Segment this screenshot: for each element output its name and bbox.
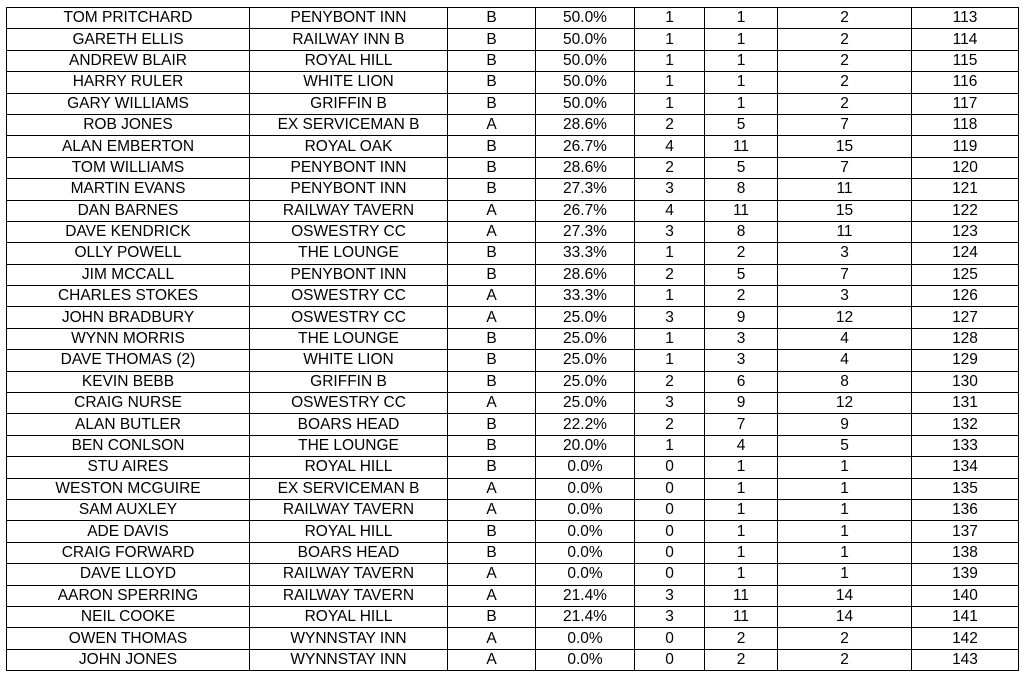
cell-position: 116 <box>912 72 1019 93</box>
cell-player: KEVIN BEBB <box>7 371 250 392</box>
cell-team: PENYBONT INN <box>250 8 448 29</box>
cell-player: OLLY POWELL <box>7 243 250 264</box>
cell-division: B <box>448 136 536 157</box>
cell-win-pct: 0.0% <box>536 457 635 478</box>
cell-team: GRIFFIN B <box>250 371 448 392</box>
cell-won: 4 <box>635 200 705 221</box>
table-row <box>7 8 1019 29</box>
cell-win-pct: 50.0% <box>536 29 635 50</box>
cell-win-pct: 20.0% <box>536 435 635 456</box>
cell-won: 0 <box>635 521 705 542</box>
cell-won: 0 <box>635 649 705 670</box>
cell-played: 2 <box>778 50 912 71</box>
cell-division: B <box>448 243 536 264</box>
cell-team: RAILWAY TAVERN <box>250 200 448 221</box>
cell-played: 2 <box>778 93 912 114</box>
cell-team: WYNNSTAY INN <box>250 649 448 670</box>
cell-win-pct: 25.0% <box>536 371 635 392</box>
cell-lost: 1 <box>705 29 778 50</box>
cell-played: 1 <box>778 457 912 478</box>
cell-won: 0 <box>635 564 705 585</box>
cell-won: 2 <box>635 157 705 178</box>
cell-won: 2 <box>635 371 705 392</box>
cell-played: 8 <box>778 371 912 392</box>
table-row <box>7 243 1019 264</box>
table-row <box>7 457 1019 478</box>
cell-played: 9 <box>778 414 912 435</box>
cell-played: 14 <box>778 606 912 627</box>
cell-win-pct: 25.0% <box>536 307 635 328</box>
cell-player: MARTIN EVANS <box>7 179 250 200</box>
cell-player: JIM MCCALL <box>7 264 250 285</box>
cell-lost: 1 <box>705 478 778 499</box>
cell-position: 114 <box>912 29 1019 50</box>
cell-played: 2 <box>778 29 912 50</box>
table-row <box>7 286 1019 307</box>
cell-lost: 1 <box>705 564 778 585</box>
cell-position: 136 <box>912 499 1019 520</box>
cell-win-pct: 50.0% <box>536 93 635 114</box>
cell-win-pct: 22.2% <box>536 414 635 435</box>
cell-won: 0 <box>635 542 705 563</box>
cell-player: CHARLES STOKES <box>7 286 250 307</box>
table-row <box>7 350 1019 371</box>
cell-won: 0 <box>635 628 705 649</box>
cell-lost: 1 <box>705 8 778 29</box>
cell-won: 1 <box>635 435 705 456</box>
cell-player: ALAN EMBERTON <box>7 136 250 157</box>
table-row <box>7 157 1019 178</box>
cell-played: 14 <box>778 585 912 606</box>
cell-position: 129 <box>912 350 1019 371</box>
cell-team: OSWESTRY CC <box>250 393 448 414</box>
cell-win-pct: 27.3% <box>536 179 635 200</box>
cell-lost: 3 <box>705 328 778 349</box>
cell-win-pct: 50.0% <box>536 8 635 29</box>
cell-won: 0 <box>635 457 705 478</box>
cell-player: SAM AUXLEY <box>7 499 250 520</box>
cell-played: 5 <box>778 435 912 456</box>
cell-lost: 11 <box>705 136 778 157</box>
cell-division: B <box>448 72 536 93</box>
cell-division: B <box>448 521 536 542</box>
cell-lost: 5 <box>705 157 778 178</box>
results-sheet <box>6 7 1019 671</box>
cell-position: 138 <box>912 542 1019 563</box>
cell-won: 3 <box>635 585 705 606</box>
cell-lost: 1 <box>705 72 778 93</box>
cell-lost: 5 <box>705 114 778 135</box>
cell-win-pct: 0.0% <box>536 628 635 649</box>
cell-win-pct: 25.0% <box>536 393 635 414</box>
cell-position: 131 <box>912 393 1019 414</box>
cell-lost: 2 <box>705 243 778 264</box>
cell-position: 143 <box>912 649 1019 670</box>
cell-win-pct: 28.6% <box>536 264 635 285</box>
cell-player: AARON SPERRING <box>7 585 250 606</box>
cell-lost: 11 <box>705 200 778 221</box>
cell-player: BEN CONLSON <box>7 435 250 456</box>
cell-position: 130 <box>912 371 1019 392</box>
cell-division: B <box>448 606 536 627</box>
cell-played: 4 <box>778 350 912 371</box>
cell-won: 1 <box>635 29 705 50</box>
cell-division: B <box>448 414 536 435</box>
cell-win-pct: 27.3% <box>536 221 635 242</box>
cell-won: 1 <box>635 8 705 29</box>
cell-team: ROYAL HILL <box>250 50 448 71</box>
cell-played: 1 <box>778 564 912 585</box>
cell-player: OWEN THOMAS <box>7 628 250 649</box>
cell-won: 1 <box>635 286 705 307</box>
cell-team: RAILWAY TAVERN <box>250 499 448 520</box>
cell-player: TOM WILLIAMS <box>7 157 250 178</box>
cell-player: JOHN BRADBURY <box>7 307 250 328</box>
cell-win-pct: 26.7% <box>536 136 635 157</box>
table-row <box>7 542 1019 563</box>
cell-team: EX SERVICEMAN B <box>250 114 448 135</box>
cell-division: A <box>448 478 536 499</box>
cell-player: WYNN MORRIS <box>7 328 250 349</box>
cell-player: JOHN JONES <box>7 649 250 670</box>
cell-win-pct: 50.0% <box>536 72 635 93</box>
cell-position: 140 <box>912 585 1019 606</box>
cell-won: 0 <box>635 499 705 520</box>
cell-win-pct: 0.0% <box>536 499 635 520</box>
cell-won: 1 <box>635 72 705 93</box>
cell-team: PENYBONT INN <box>250 157 448 178</box>
table-row <box>7 371 1019 392</box>
cell-lost: 9 <box>705 393 778 414</box>
table-row <box>7 393 1019 414</box>
cell-played: 1 <box>778 521 912 542</box>
cell-division: A <box>448 221 536 242</box>
cell-lost: 7 <box>705 414 778 435</box>
cell-lost: 8 <box>705 179 778 200</box>
cell-played: 15 <box>778 136 912 157</box>
cell-win-pct: 26.7% <box>536 200 635 221</box>
cell-win-pct: 0.0% <box>536 649 635 670</box>
cell-division: B <box>448 264 536 285</box>
cell-division: B <box>448 435 536 456</box>
cell-division: B <box>448 457 536 478</box>
table-row <box>7 414 1019 435</box>
cell-position: 137 <box>912 521 1019 542</box>
table-row <box>7 264 1019 285</box>
cell-division: A <box>448 585 536 606</box>
table-row <box>7 307 1019 328</box>
table-row <box>7 93 1019 114</box>
cell-division: B <box>448 157 536 178</box>
cell-position: 123 <box>912 221 1019 242</box>
cell-team: THE LOUNGE <box>250 243 448 264</box>
cell-division: A <box>448 307 536 328</box>
cell-played: 1 <box>778 478 912 499</box>
cell-position: 132 <box>912 414 1019 435</box>
cell-won: 3 <box>635 606 705 627</box>
cell-position: 113 <box>912 8 1019 29</box>
cell-win-pct: 21.4% <box>536 606 635 627</box>
cell-played: 1 <box>778 542 912 563</box>
table-row <box>7 221 1019 242</box>
cell-win-pct: 33.3% <box>536 243 635 264</box>
cell-won: 3 <box>635 307 705 328</box>
cell-played: 2 <box>778 628 912 649</box>
table-row <box>7 72 1019 93</box>
cell-position: 135 <box>912 478 1019 499</box>
cell-won: 2 <box>635 414 705 435</box>
cell-lost: 6 <box>705 371 778 392</box>
cell-lost: 11 <box>705 585 778 606</box>
table-row <box>7 478 1019 499</box>
cell-lost: 9 <box>705 307 778 328</box>
cell-played: 7 <box>778 157 912 178</box>
cell-player: DAVE THOMAS (2) <box>7 350 250 371</box>
cell-player: ALAN BUTLER <box>7 414 250 435</box>
cell-win-pct: 0.0% <box>536 542 635 563</box>
cell-lost: 1 <box>705 50 778 71</box>
cell-played: 1 <box>778 499 912 520</box>
cell-position: 120 <box>912 157 1019 178</box>
cell-played: 2 <box>778 649 912 670</box>
cell-won: 3 <box>635 393 705 414</box>
cell-team: RAILWAY INN B <box>250 29 448 50</box>
cell-team: GRIFFIN B <box>250 93 448 114</box>
cell-win-pct: 28.6% <box>536 114 635 135</box>
cell-player: GARETH ELLIS <box>7 29 250 50</box>
cell-division: A <box>448 564 536 585</box>
cell-lost: 2 <box>705 286 778 307</box>
cell-division: A <box>448 114 536 135</box>
cell-position: 115 <box>912 50 1019 71</box>
cell-lost: 11 <box>705 606 778 627</box>
cell-division: B <box>448 50 536 71</box>
cell-lost: 1 <box>705 93 778 114</box>
cell-division: B <box>448 371 536 392</box>
cell-position: 122 <box>912 200 1019 221</box>
cell-won: 4 <box>635 136 705 157</box>
cell-lost: 2 <box>705 649 778 670</box>
cell-win-pct: 50.0% <box>536 50 635 71</box>
cell-position: 133 <box>912 435 1019 456</box>
cell-player: NEIL COOKE <box>7 606 250 627</box>
cell-team: OSWESTRY CC <box>250 286 448 307</box>
cell-player: TOM PRITCHARD <box>7 8 250 29</box>
cell-played: 7 <box>778 264 912 285</box>
cell-played: 7 <box>778 114 912 135</box>
cell-win-pct: 25.0% <box>536 328 635 349</box>
cell-team: BOARS HEAD <box>250 414 448 435</box>
cell-player: GARY WILLIAMS <box>7 93 250 114</box>
cell-position: 117 <box>912 93 1019 114</box>
cell-played: 11 <box>778 179 912 200</box>
table-row <box>7 585 1019 606</box>
cell-lost: 1 <box>705 457 778 478</box>
cell-team: WHITE LION <box>250 72 448 93</box>
cell-played: 3 <box>778 286 912 307</box>
cell-lost: 8 <box>705 221 778 242</box>
cell-team: ROYAL HILL <box>250 521 448 542</box>
cell-position: 126 <box>912 286 1019 307</box>
cell-division: A <box>448 200 536 221</box>
cell-player: DAN BARNES <box>7 200 250 221</box>
cell-position: 125 <box>912 264 1019 285</box>
cell-position: 128 <box>912 328 1019 349</box>
cell-team: OSWESTRY CC <box>250 221 448 242</box>
cell-division: B <box>448 328 536 349</box>
table-body <box>7 8 1019 671</box>
cell-won: 3 <box>635 221 705 242</box>
cell-won: 2 <box>635 114 705 135</box>
cell-division: B <box>448 350 536 371</box>
cell-played: 15 <box>778 200 912 221</box>
cell-division: A <box>448 286 536 307</box>
cell-player: DAVE KENDRICK <box>7 221 250 242</box>
cell-win-pct: 33.3% <box>536 286 635 307</box>
cell-position: 121 <box>912 179 1019 200</box>
cell-position: 119 <box>912 136 1019 157</box>
cell-team: PENYBONT INN <box>250 264 448 285</box>
table-row <box>7 328 1019 349</box>
cell-team: WHITE LION <box>250 350 448 371</box>
cell-division: A <box>448 393 536 414</box>
table-row <box>7 136 1019 157</box>
cell-won: 1 <box>635 328 705 349</box>
cell-win-pct: 0.0% <box>536 521 635 542</box>
table-row <box>7 499 1019 520</box>
cell-played: 12 <box>778 307 912 328</box>
cell-lost: 2 <box>705 628 778 649</box>
cell-played: 12 <box>778 393 912 414</box>
cell-lost: 5 <box>705 264 778 285</box>
cell-division: B <box>448 29 536 50</box>
cell-player: ROB JONES <box>7 114 250 135</box>
cell-player: CRAIG FORWARD <box>7 542 250 563</box>
cell-player: HARRY RULER <box>7 72 250 93</box>
cell-team: EX SERVICEMAN B <box>250 478 448 499</box>
cell-position: 134 <box>912 457 1019 478</box>
cell-division: B <box>448 179 536 200</box>
player-results-table <box>6 7 1019 671</box>
cell-division: A <box>448 649 536 670</box>
cell-played: 4 <box>778 328 912 349</box>
cell-win-pct: 28.6% <box>536 157 635 178</box>
table-row <box>7 628 1019 649</box>
cell-won: 1 <box>635 93 705 114</box>
cell-team: THE LOUNGE <box>250 328 448 349</box>
cell-player: STU AIRES <box>7 457 250 478</box>
table-row <box>7 50 1019 71</box>
cell-team: THE LOUNGE <box>250 435 448 456</box>
cell-won: 2 <box>635 264 705 285</box>
cell-player: CRAIG NURSE <box>7 393 250 414</box>
cell-position: 124 <box>912 243 1019 264</box>
table-row <box>7 649 1019 670</box>
cell-player: ADE DAVIS <box>7 521 250 542</box>
cell-team: WYNNSTAY INN <box>250 628 448 649</box>
table-row <box>7 114 1019 135</box>
cell-player: ANDREW BLAIR <box>7 50 250 71</box>
cell-team: BOARS HEAD <box>250 542 448 563</box>
table-row <box>7 606 1019 627</box>
cell-team: PENYBONT INN <box>250 179 448 200</box>
cell-played: 2 <box>778 72 912 93</box>
cell-team: RAILWAY TAVERN <box>250 564 448 585</box>
cell-lost: 1 <box>705 521 778 542</box>
table-row <box>7 179 1019 200</box>
cell-position: 127 <box>912 307 1019 328</box>
cell-won: 1 <box>635 243 705 264</box>
cell-lost: 1 <box>705 542 778 563</box>
cell-played: 2 <box>778 8 912 29</box>
cell-won: 1 <box>635 50 705 71</box>
cell-win-pct: 21.4% <box>536 585 635 606</box>
cell-division: A <box>448 499 536 520</box>
cell-position: 118 <box>912 114 1019 135</box>
cell-position: 141 <box>912 606 1019 627</box>
cell-division: A <box>448 628 536 649</box>
cell-team: ROYAL HILL <box>250 457 448 478</box>
cell-position: 142 <box>912 628 1019 649</box>
cell-team: OSWESTRY CC <box>250 307 448 328</box>
table-row <box>7 521 1019 542</box>
cell-won: 3 <box>635 179 705 200</box>
cell-position: 139 <box>912 564 1019 585</box>
table-row <box>7 435 1019 456</box>
cell-win-pct: 25.0% <box>536 350 635 371</box>
cell-player: DAVE LLOYD <box>7 564 250 585</box>
cell-team: RAILWAY TAVERN <box>250 585 448 606</box>
table-row <box>7 29 1019 50</box>
table-row <box>7 200 1019 221</box>
cell-lost: 4 <box>705 435 778 456</box>
cell-lost: 3 <box>705 350 778 371</box>
cell-division: B <box>448 93 536 114</box>
cell-win-pct: 0.0% <box>536 478 635 499</box>
cell-played: 11 <box>778 221 912 242</box>
cell-team: ROYAL OAK <box>250 136 448 157</box>
cell-team: ROYAL HILL <box>250 606 448 627</box>
cell-win-pct: 0.0% <box>536 564 635 585</box>
cell-won: 1 <box>635 350 705 371</box>
table-row <box>7 564 1019 585</box>
cell-division: B <box>448 542 536 563</box>
cell-played: 3 <box>778 243 912 264</box>
cell-won: 0 <box>635 478 705 499</box>
cell-lost: 1 <box>705 499 778 520</box>
cell-player: WESTON MCGUIRE <box>7 478 250 499</box>
cell-division: B <box>448 8 536 29</box>
